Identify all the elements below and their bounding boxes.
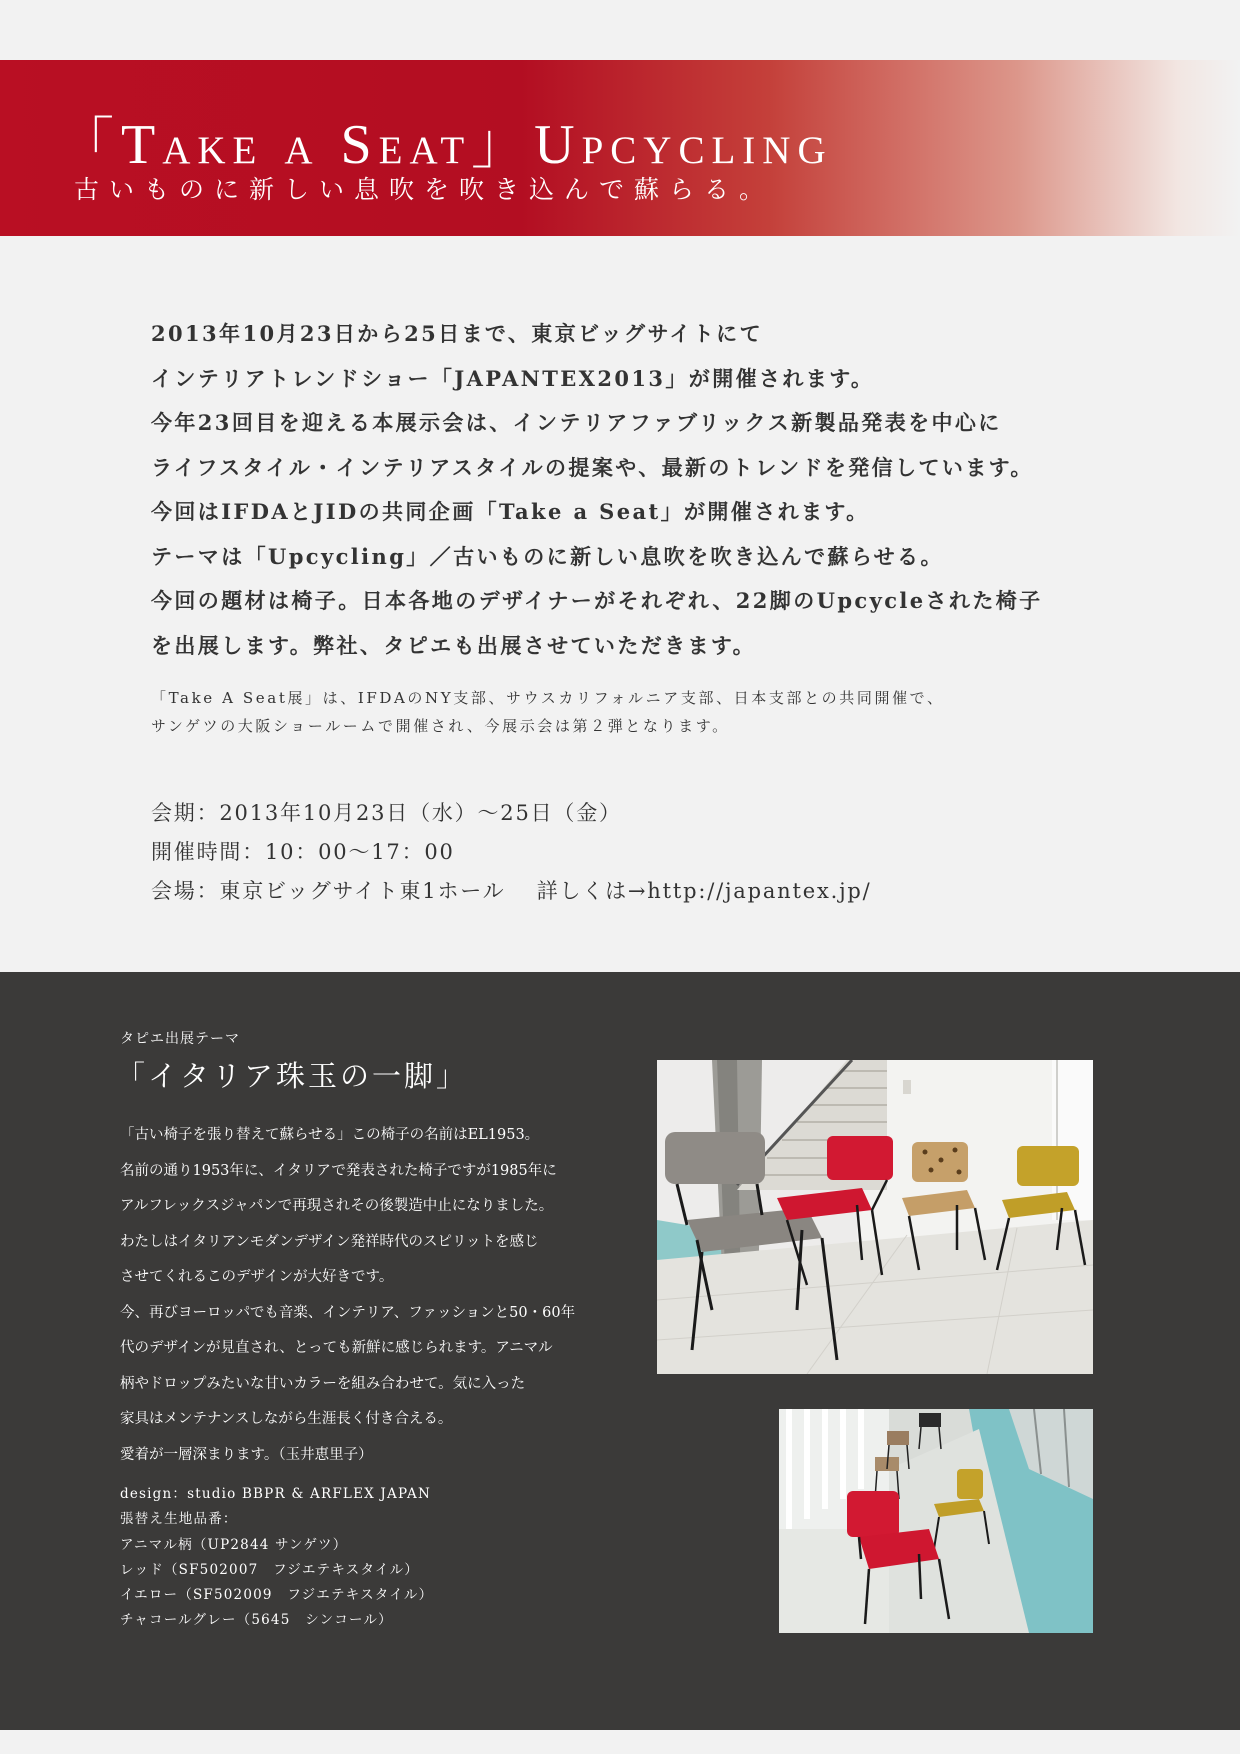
exhibit-essay [120,1118,575,1473]
intro-line: 今回の題材は椅子。日本各地のデザイナーがそれぞれ、22脚のUpcycleされた椅子 [151,588,1043,613]
essay-line: させてくれるこのデザインが大好きです。 [120,1269,394,1285]
credit-line: design：studio BBPR & ARFLEX JAPAN [120,1486,431,1502]
essay-line: 愛着が一層深まります。（玉井恵里子） [120,1446,373,1463]
exhibit-title: 「イタリア珠玉の一脚」 [116,1059,469,1093]
essay-line: 代のデザインが見直され、とっても新鮮に感じられます。アニマル [120,1340,553,1356]
intro-line: ライフスタイル・インテリアスタイルの提案や、最新のトレンドを発信しています。 [151,454,1034,480]
banner-subtitle: 古いものに新しい息吹を吹き込んで蘇らる。 [74,175,775,204]
intro-line: 今回はIFDAとJIDの共同企画「Take a Seat」が開催されます。 [151,499,870,524]
exhibition-note [151,684,945,740]
essay-line: わたしはイタリアンモダンデザイン発祥時代のスピリットを感じ [120,1233,539,1250]
event-venue[interactable]: 会場：東京ビッグサイト東1ホール 詳しくは→http://japantex.jp/ [151,879,872,903]
intro-line: インテリアトレンドショー「JAPANTEX2013」が開催されます。 [151,365,875,391]
header-banner [0,60,1240,236]
credit-line: チャコールグレー（5645 シンコール） [120,1612,393,1629]
chairs-photo-hallway [779,1409,1093,1633]
intro-line: を出展します。弊社、タピエも出展させていただきます。 [151,632,757,658]
intro-text [151,312,1111,668]
essay-line: 今、再びヨーロッパでも音楽、インテリア、ファッションと50・60年 [120,1304,576,1321]
event-info [151,794,872,911]
exhibit-label: タピエ出展テーマ [120,1031,240,1047]
intro-line: 2013年10月23日から25日まで、東京ビッグサイトにて [151,321,763,346]
banner-title: 「Take a Seat」Upcycling [58,114,833,176]
essay-line: 柄やドロップみたいな甘いカラーを組み合わせて。気に入った [120,1375,526,1392]
credit-line: イエロー（SF502009 フジエテキスタイル） [120,1587,434,1604]
exhibit-section [0,972,1240,1730]
note-line: 「Take A Seat展」は、IFDAのNY支部、サウスカリフォルニア支部、日本支部との共同開催で、 [151,689,945,707]
credit-line: 張替え生地品番： [120,1511,238,1528]
chairs-photo-main [657,1060,1093,1374]
exhibit-credits [120,1482,433,1634]
event-period: 会期：2013年10月23日（水）～25日（金） [151,801,622,825]
essay-line: アルフレックスジャパンで再現されその後製造中止になりました。 [120,1198,554,1214]
essay-line: 名前の通り1953年に、イタリアで発表された椅子ですが1985年に [120,1162,557,1179]
intro-line: テーマは「Upcycling」／古いものに新しい息吹を吹き込んで蘇らせる。 [151,543,944,569]
credit-line: レッド（SF502007 フジエテキスタイル） [120,1561,420,1578]
event-hours: 開催時間：10：00～17：00 [151,840,455,864]
note-line: サンゲツの大阪ショールームで開催され、今展示会は第２弾となります。 [151,717,730,735]
intro-line: 今年23回目を迎える本展示会は、インテリアファブリックス新製品発表を中心に [151,410,1002,435]
essay-line: 「古い椅子を張り替えて蘇らせる」この椅子の名前はEL1953。 [120,1127,540,1143]
essay-line: 家具はメンテナンスしながら生涯長く付き合える。 [120,1411,453,1427]
credit-line: アニマル柄（UP2844 サンゲツ） [120,1536,348,1553]
